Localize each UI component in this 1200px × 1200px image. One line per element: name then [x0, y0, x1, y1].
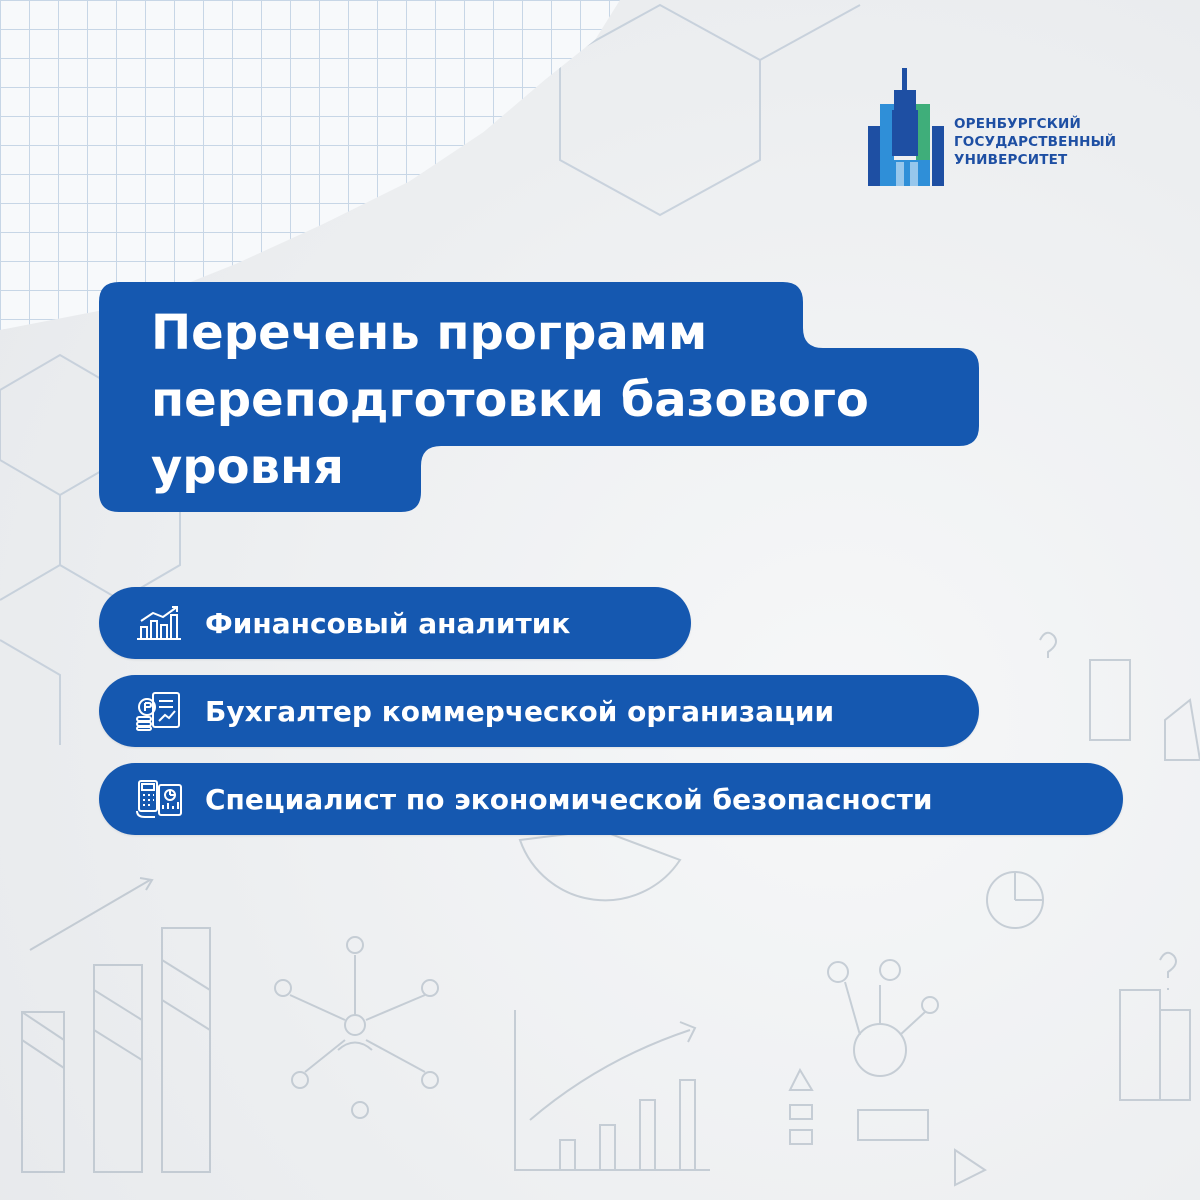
bar-chart-icon	[133, 603, 185, 643]
title-line-1: Перечень программ	[151, 305, 708, 361]
university-logo	[866, 68, 1166, 188]
accounting-report-icon	[133, 691, 185, 731]
university-building-icon	[866, 68, 946, 190]
program-item-accountant	[99, 675, 979, 747]
university-name	[954, 115, 1116, 169]
logo-line-2: ГОСУДАРСТВЕННЫЙ	[954, 134, 1117, 150]
logo-line-3: УНИВЕРСИТЕТ	[954, 152, 1068, 168]
program-label: Бухгалтер коммерческой организации	[205, 694, 835, 728]
program-item-economic-security	[99, 763, 1123, 835]
title-line-3: уровня	[151, 439, 344, 495]
title-line-2: переподготовки базового	[151, 372, 869, 428]
logo-line-1: ОРЕНБУРГСКИЙ	[954, 116, 1082, 132]
page-title	[151, 300, 869, 501]
calculator-report-icon	[133, 779, 185, 819]
program-item-financial-analyst	[99, 587, 691, 659]
program-label: Финансовый аналитик	[205, 606, 571, 640]
program-label: Специалист по экономической безопасности	[205, 782, 933, 816]
title-box	[99, 282, 1019, 512]
